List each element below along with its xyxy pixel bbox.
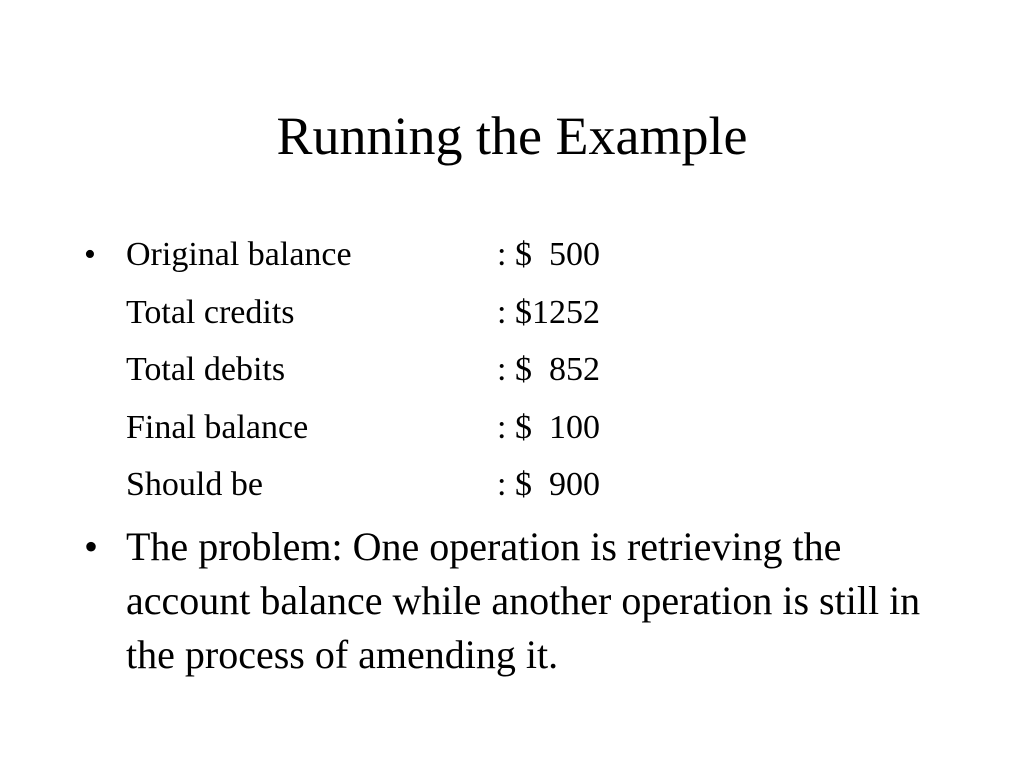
balance-summary-list	[80, 226, 960, 514]
row-value: : $ 900	[497, 466, 600, 503]
row-label: Total debits	[126, 351, 286, 388]
balance-row-credits	[80, 284, 960, 342]
bullet-icon: •	[84, 524, 99, 569]
problem-text: The problem: One operation is retrieving the account balance while another operation is still in the process of amending it.	[126, 524, 921, 677]
slide-title: Running the Example	[276, 106, 748, 166]
row-value: : $1252	[497, 293, 600, 331]
balance-row-original	[80, 226, 960, 284]
balance-row-final	[80, 399, 960, 457]
row-label: Total credits	[126, 293, 295, 331]
problem-bullet	[80, 520, 960, 682]
row-label: Original balance	[126, 236, 352, 273]
row-value: : $ 500	[497, 236, 600, 273]
row-label: Should be	[126, 466, 263, 503]
balance-row-debits	[80, 341, 960, 399]
row-label: Final balance	[126, 408, 309, 446]
row-value: : $ 852	[497, 351, 600, 388]
row-value: : $ 100	[497, 408, 600, 446]
balance-row-should-be	[80, 456, 960, 514]
bullet-icon: •	[84, 236, 96, 273]
